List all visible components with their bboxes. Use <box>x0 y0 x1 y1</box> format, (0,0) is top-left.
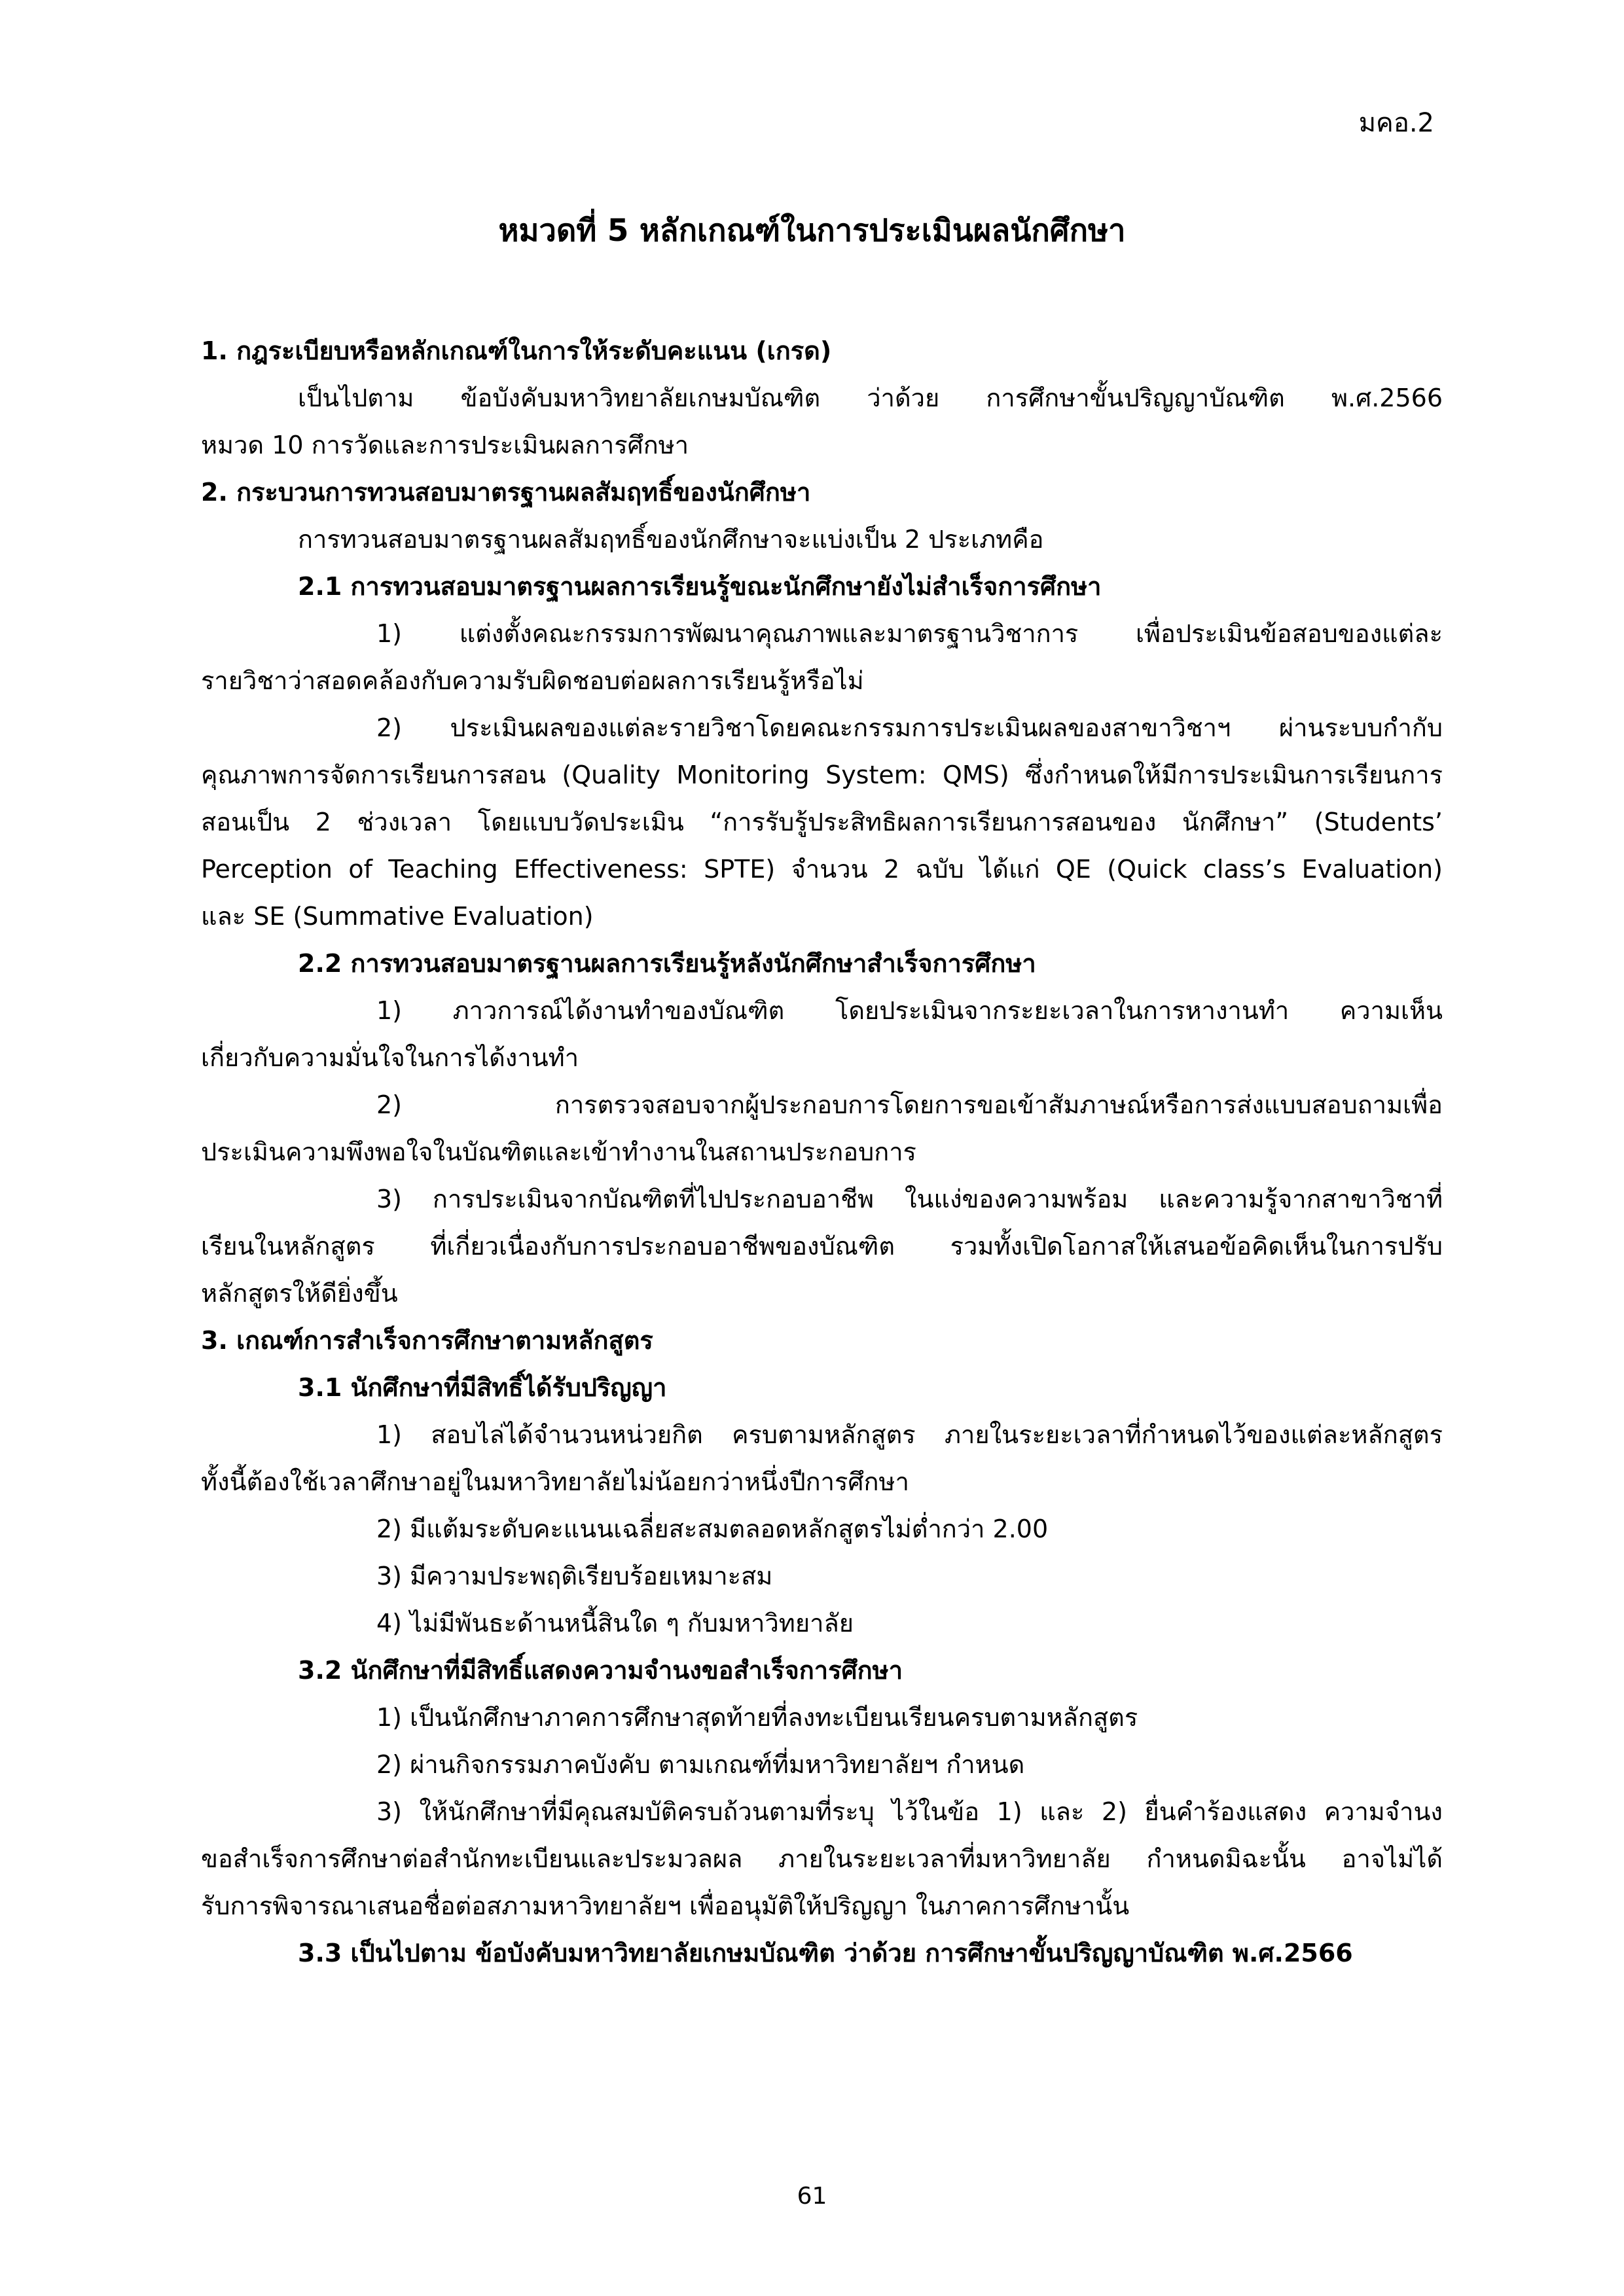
body-line: 1) เป็นนักศึกษาภาคการศึกษาสุดท้ายที่ลงทะเบียนเรียนครบตามหลักสูตร <box>376 1703 1138 1732</box>
subsection-heading: 2.1 การทวนสอบมาตรฐานผลการเรียนรู้ขณะนักศึกษายังไม่สำเร็จการศึกษา <box>298 572 1102 601</box>
body-line: 2) การตรวจสอบจากผู้ประกอบการโดยการขอเข้าสัมภาษณ์หรือการส่งแบบสอบถามเพื่อ <box>376 1090 1443 1119</box>
body-line: 1) แต่งตั้งคณะกรรมการพัฒนาคุณภาพและมาตรฐานวิชาการ เพื่อประเมินข้อสอบของแต่ละ <box>376 619 1443 648</box>
subsection-heading: 3.2 นักศึกษาที่มีสิทธิ์แสดงความจำนงขอสำเร็จการศึกษา <box>298 1656 903 1685</box>
body-line: รับการพิจารณาเสนอชื่อต่อสภามหาวิทยาลัยฯ เพื่ออนุมัติให้ปริญญา ในภาคการศึกษานั้น <box>201 1892 1130 1920</box>
body-line: 2) ผ่านกิจกรรมภาคบังคับ ตามเกณฑ์ที่มหาวิทยาลัยฯ กำหนด <box>376 1750 1025 1779</box>
body-line: และ SE (Summative Evaluation) <box>201 902 594 931</box>
body-line: ขอสำเร็จการศึกษาต่อสำนักทะเบียนและประมวลผล ภายในระยะเวลาที่มหาวิทยาลัย กำหนดมิฉะนั้น อาจไม่ได้ <box>201 1844 1443 1873</box>
document-code: มคอ.2 <box>1358 108 1434 138</box>
body-line: 1) สอบไล่ได้จำนวนหน่วยกิต ครบตามหลักสูตร ภายในระยะเวลาที่กำหนดไว้ของแต่ละหลักสูตร <box>376 1420 1443 1449</box>
body-line: เกี่ยวกับความมั่นใจในการได้งานทำ <box>201 1043 579 1072</box>
body-line: การทวนสอบมาตรฐานผลสัมฤทธิ์ของนักศึกษาจะแบ่งเป็น 2 ประเภทคือ <box>298 525 1044 554</box>
body-line: รายวิชาว่าสอดคล้องกับความรับผิดชอบต่อผลการเรียนรู้หรือไม่ <box>201 666 864 695</box>
body-line: ประเมินความพึงพอใจในบัณฑิตและเข้าทำงานในสถานประกอบการ <box>201 1138 916 1166</box>
page-number: 61 <box>797 2183 827 2210</box>
body-line: 4) ไม่มีพันธะด้านหนี้สินใด ๆ กับมหาวิทยาลัย <box>376 1609 854 1638</box>
body-line: ทั้งนี้ต้องใช้เวลาศึกษาอยู่ในมหาวิทยาลัยไม่น้อยกว่าหนึ่งปีการศึกษา <box>201 1467 909 1496</box>
body-line: เป็นไปตาม ข้อบังคับมหาวิทยาลัยเกษมบัณฑิต ว่าด้วย การศึกษาขั้นปริญญาบัณฑิต พ.ศ.2566 <box>298 384 1443 412</box>
body-line: 2) ประเมินผลของแต่ละรายวิชาโดยคณะกรรมการประเมินผลของสาขาวิชาฯ ผ่านระบบกำกับ <box>376 713 1443 742</box>
body-line: 2) มีแต้มระดับคะแนนเฉลี่ยสะสมตลอดหลักสูตรไม่ต่ำกว่า 2.00 <box>376 1515 1049 1543</box>
body-line: 3) การประเมินจากบัณฑิตที่ไปประกอบอาชีพ ในแง่ของความพร้อม และความรู้จากสาขาวิชาที่ <box>376 1185 1443 1213</box>
section-heading: 2. กระบวนการทวนสอบมาตรฐานผลสัมฤทธิ์ของนักศึกษา <box>201 478 811 507</box>
body-line: หมวด 10 การวัดและการประเมินผลการศึกษา <box>201 431 689 459</box>
subsection-heading: 2.2 การทวนสอบมาตรฐานผลการเรียนรู้หลังนักศึกษาสำเร็จการศึกษา <box>298 949 1036 978</box>
body-line: 3) ให้นักศึกษาที่มีคุณสมบัติครบถ้วนตามที่ระบุ ไว้ในข้อ 1) และ 2) ยื่นคำร้องแสดง ความจำนง <box>376 1797 1443 1826</box>
section-heading: 3. เกณฑ์การสำเร็จการศึกษาตามหลักสูตร <box>201 1326 653 1355</box>
body-line: หลักสูตรให้ดียิ่งขึ้น <box>201 1279 398 1308</box>
body-line: คุณภาพการจัดการเรียนการสอน (Quality Monitoring System: QMS) ซึ่งกำหนดให้มีการประเมินการเรียนการ <box>201 761 1443 789</box>
page-title: หมวดที่ 5 หลักเกณฑ์ในการประเมินผลนักศึกษา <box>498 213 1126 249</box>
body-line: 3) มีความประพฤติเรียบร้อยเหมาะสม <box>376 1562 773 1590</box>
body-line: สอนเป็น 2 ช่วงเวลา โดยแบบวัดประเมิน “การรับรู้ประสิทธิผลการเรียนการสอนของ นักศึกษา” (Students’ <box>201 808 1443 836</box>
body-line: เรียนในหลักสูตร ที่เกี่ยวเนื่องกับการประกอบอาชีพของบัณฑิต รวมทั้งเปิดโอกาสให้เสนอข้อคิดเห็นในการปรับ <box>201 1232 1443 1261</box>
subsection-heading: 3.1 นักศึกษาที่มีสิทธิ์ได้รับปริญญา <box>298 1373 667 1402</box>
body-line: Perception of Teaching Effectiveness: SPTE) จำนวน 2 ฉบับ ได้แก่ QE (Quick class’s Evaluation) <box>201 855 1443 884</box>
section-heading: 1. กฎระเบียบหรือหลักเกณฑ์ในการให้ระดับคะแนน (เกรด) <box>201 336 832 365</box>
body-line: 1) ภาวการณ์ได้งานทำของบัณฑิต โดยประเมินจากระยะเวลาในการหางานทำ ความเห็น <box>376 996 1443 1025</box>
subsection-heading: 3.3 เป็นไปตาม ข้อบังคับมหาวิทยาลัยเกษมบัณฑิต ว่าด้วย การศึกษาขั้นปริญญาบัณฑิต พ.ศ.2566 <box>298 1939 1353 1967</box>
